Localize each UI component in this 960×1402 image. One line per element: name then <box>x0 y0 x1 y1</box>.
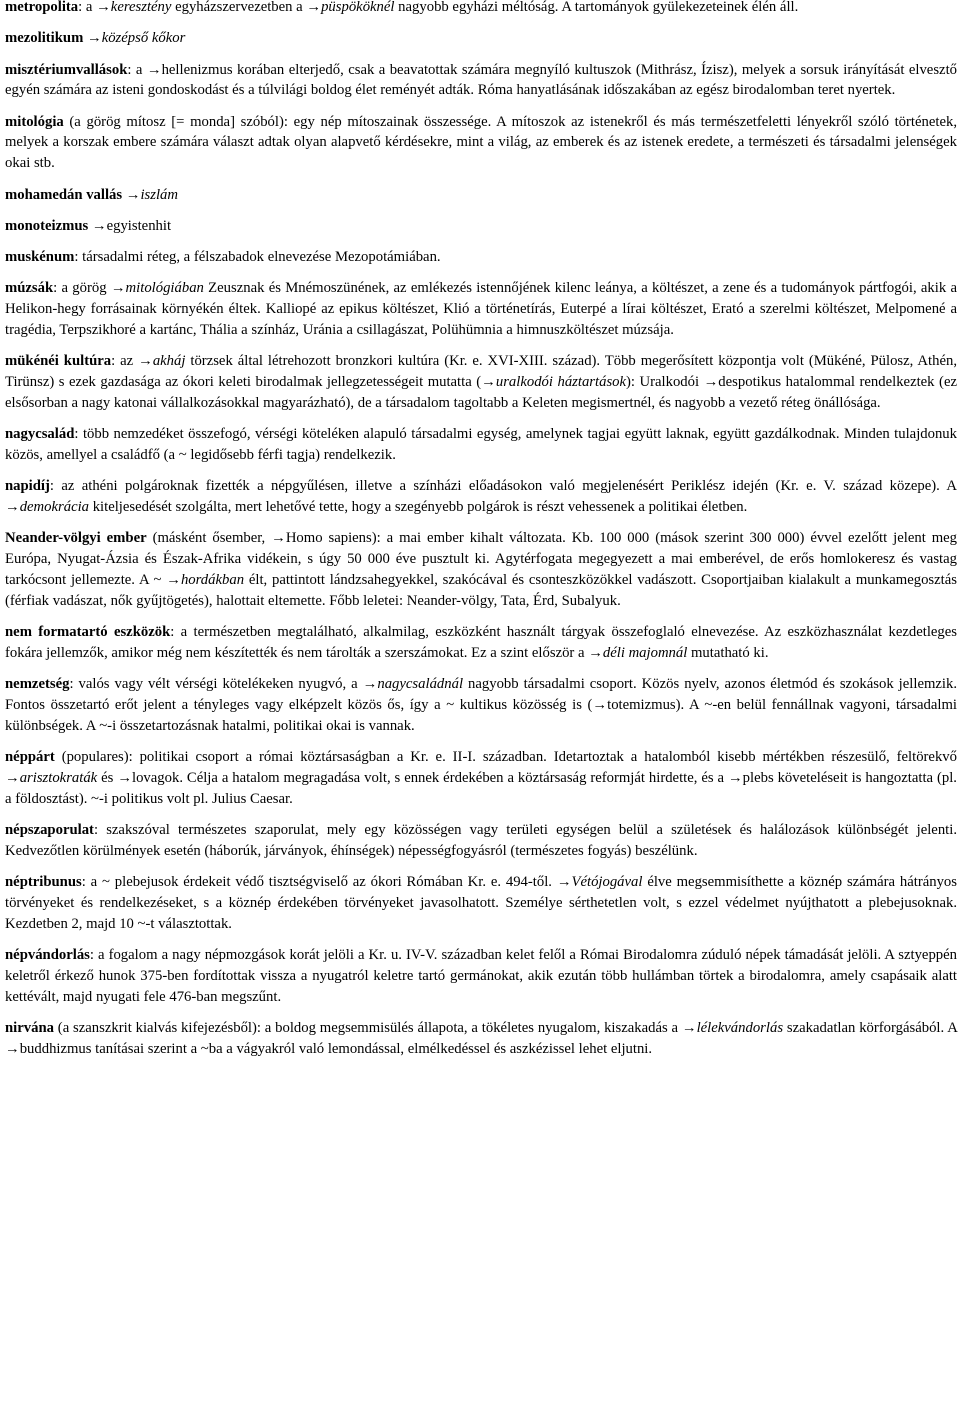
glossary-entry-metropolita <box>5 0 957 18</box>
entry-text: törzsek által létrehozott bronzkori kultúra (Kr. e. XVI-XIII. század). Több megerősített központja volt (Mükéné, Pülosz, Athén, Tirünsz) s ezek gazdasága az ókori keleti birodalmak jellegzetességeit mutatta ( <box>5 353 957 391</box>
entry-text: : a <box>127 61 147 78</box>
entry-text: (a szanszkrit kialvás kifejezésből): a boldog megsemmisülés állapota, a tökéletes nyugalom, kiszakadás a <box>53 1019 682 1036</box>
entry-text: : a <box>78 0 97 15</box>
entry-term: néppárt <box>5 749 55 766</box>
see-also-arrow-icon: → <box>588 644 603 661</box>
cross-reference: püspököknél <box>321 0 395 15</box>
glossary-entry-nepvandorlas <box>5 945 957 1007</box>
entry-text: élt, pattintott lándzsahegyekkel, szakócával és csonteszközökkel vadászott. Csoportjaiban kialakult a munkamegosztás (férfiak vadászat, nők gyűjtögetés), halottait eltemette. Főbb leletei: Neander-völgy, Tata, Érd, Subalyuk. <box>5 572 957 609</box>
glossary-entry-neander-volgyi-ember <box>5 528 957 611</box>
entry-text: nagyobb társadalmi csoport. Közös nyelv, azonos életmód és szokások jellemzik. Fontos összetartó erőt jelent a tényleges vagy elképzelt közös ős, így a ~ kultikus közösség is ( <box>5 676 957 714</box>
cross-reference: középső kőkor <box>101 30 186 47</box>
entry-text: szakadatlan körforgásából. A <box>783 1019 957 1036</box>
entry-text: despotikus hatalommal rendelkeztek (ez elsősorban a nagy katonai vállalkozásokkal magyarázható), de a társadalom tagoltabb a Keleten megismertnél, és nagyobb a vezető réteg önállósága. <box>5 374 957 411</box>
entry-term: népvándorlás <box>5 946 90 963</box>
glossary-entry-mukenei-kultura <box>5 351 957 413</box>
glossary-entry-neppart <box>5 747 957 809</box>
entry-term: metropolita <box>5 0 79 15</box>
entry-term: népszaporulat <box>5 822 94 838</box>
see-also-arrow-icon: → <box>125 186 141 203</box>
see-also-arrow-icon: → <box>681 1019 697 1036</box>
entry-text: és <box>97 769 118 786</box>
cross-reference: keresztény <box>110 0 172 15</box>
entry-term: Neander-völgyi ember <box>5 530 147 547</box>
entry-term: mohamedán vallás <box>5 186 123 203</box>
entry-text: Homo sapiens): a mai ember kihalt változata. Kb. 100 000 (mások szerint 300 000) évvel ezelőtt jelent meg Európa, Nyugat-Ázsia és Észak-Afrika vidékein, s úgy 50 000 éve pusztult ki. Agytérfogata megegyezett a mai emberével, de erős homlokeresz és vastag tarkócsont jellemezte. A ~ <box>5 530 957 589</box>
cross-reference: hordákban <box>180 572 245 589</box>
entry-text: lovagok. Célja a hatalom megragadása volt, s ennek érdekében a köztársaság reformját hirdette, és a <box>132 769 728 786</box>
cross-reference: nagycsaládnál <box>377 676 464 693</box>
entry-text: élve megsemmisíthette a köznép számára hátrányos törvényeket és rendelkezéseket, s a köznép érdekében törvényeket javasolhatott. Személye sérthetetlen volt, s ezzel védelmet nyújthatott a plebejusoknak. Kezdetben 2, majd 10 ~-t választottak. <box>5 874 957 932</box>
entry-text: egyistenhit <box>106 217 172 234</box>
entry-term: múzsák <box>5 280 54 297</box>
entry-text: (populares): politikai csoport a római köztársaságban a Kr. e. II-I. században. Idetartoztak a hatalomból kisebb mértékben részesülő, feltörekvő <box>54 749 957 766</box>
see-also-arrow-icon: → <box>592 697 608 714</box>
entry-text: : társadalmi réteg, a félszabadok elnevezése Mezopotámiában. <box>74 249 441 266</box>
cross-reference: mitológiában <box>125 280 204 297</box>
glossary-entry-nemzetseg <box>5 674 957 736</box>
entry-term: napidíj <box>5 478 50 495</box>
see-also-arrow-icon: → <box>5 769 20 786</box>
see-also-arrow-icon: → <box>703 374 719 391</box>
see-also-arrow-icon: → <box>727 769 743 786</box>
glossary-entry-muskenum <box>5 247 957 268</box>
cross-reference: demokrácia <box>19 499 90 516</box>
see-also-arrow-icon: → <box>362 676 378 693</box>
see-also-arrow-icon: → <box>91 217 107 234</box>
see-also-arrow-icon: → <box>481 374 496 391</box>
glossary-entry-napidij <box>5 476 957 518</box>
see-also-arrow-icon: → <box>138 353 153 370</box>
entry-term: mezolitikum <box>5 30 84 47</box>
entry-text: nagyobb egyházi méltóság. A tartományok gyülekezeteinek élén áll. <box>394 0 799 15</box>
entry-term: muskénum <box>5 249 75 266</box>
entry-text: (másként ősember, <box>146 530 272 547</box>
see-also-arrow-icon: → <box>146 61 162 78</box>
entry-text: : több nemzedéket összefogó, vérségi köteléken alapuló társadalmi egység, amelynek tagjai együtt laknak, együtt gazdálkodnak. Minden tulajdonuk közös, amellyel a családfő (a ~ legidősebb férfi tagja) rendelkezik. <box>5 426 957 464</box>
see-also-arrow-icon: → <box>117 769 132 786</box>
cross-reference: arisztokraták <box>19 769 98 786</box>
entry-text: : az athéni polgároknak fizették a népgyűlésen, illetve a színházi előadásokon való megjelenésért Periklész idején (Kr. e. V. század közepe). A <box>49 478 957 495</box>
see-also-arrow-icon: → <box>87 30 102 47</box>
cross-reference: Vétójogával <box>571 874 643 891</box>
entry-text: ): Uralkodói <box>626 374 704 391</box>
cross-reference: uralkodói háztartások <box>495 374 627 391</box>
entry-text: totemizmus). A ~-en belül fennállnak vagyoni, társadalmi különbségek. A ~-i összetartozásnak hatalmi, politikai okai is vannak. <box>5 697 958 734</box>
entry-text: buddhizmus tanításai szerint a ~ba a vágyakról való lemondással, elmélkedéssel és aszkézissel lehet eljutni. <box>19 1040 653 1057</box>
entry-term: monoteizmus <box>5 217 89 234</box>
entry-text: kiteljesedését szolgálta, mert lehetővé tette, hogy a szegényebb polgárok is részt vehessenek a politikai életben. <box>89 499 748 516</box>
entry-text: Zeusznak és Mnémoszünének, az emlékezés istennőjének kilenc leánya, a költészet, a zene és a tudományok pártfogói, akik a Helikon-hegy forrásainak környékén éltek. Kalliopé az epikus költészet, Klió a történetírás, Euterpé a lírai költészet, Erató a szerelmi költészet, Melpomené a tragédia, Terpszikhoré a kartánc, Thália a színház, Uránia a csillagászat, Polühümnia a himnuszköltészet múzsája. <box>5 280 957 339</box>
glossary-entry-nepszaporulat <box>5 820 957 862</box>
see-also-arrow-icon: → <box>110 280 126 297</box>
entry-term: nemzetség <box>5 676 70 693</box>
see-also-arrow-icon: → <box>271 530 286 547</box>
cross-reference: akháj <box>152 353 186 370</box>
see-also-arrow-icon: → <box>5 1040 20 1057</box>
entry-text: plebs követeléseit is hangoztatta (pl. a földosztást). ~-i politikus volt pl. Julius Caesar. <box>5 769 957 807</box>
glossary-entry-monoteizmus <box>5 216 957 237</box>
glossary-entry-miszteriumvallasok <box>5 60 957 102</box>
entry-text: : az <box>111 353 139 370</box>
entry-text: egyházszervezetben a <box>171 0 307 15</box>
glossary-entry-muzsak <box>5 278 957 340</box>
cross-reference: lélekvándorlás <box>696 1019 784 1036</box>
glossary-entry-nirvana <box>5 1018 957 1060</box>
entry-text: : a fogalom a nagy népmozgások korát jelöli a Kr. u. IV-V. században kelet felől a Római Birodalomra zúduló népek támadását jelöli. A sztyeppén keletről érkező hunok 375-ben fordítottak vissza a nyugatról keletre tartó germánokat, akik ezután több hullámban törtek a birodalomra, amely csapásaik alatt kettévált, majd nyugati fele 476-ban megszűnt. <box>5 946 957 1005</box>
see-also-arrow-icon: → <box>5 499 20 516</box>
entry-text: : szakszóval természetes szaporulat, mely egy közösségen vagy területi egységen belül a születések és halálozások különbségét jelenti. Kedvezőtlen körülmények esetén (háborúk, járványok, éhínségek) népességfogyásról (természetes fogyás) beszélünk. <box>5 822 957 859</box>
entry-term: nem formatartó eszközök <box>5 624 171 641</box>
glossary-entry-mezolitikum <box>5 28 957 49</box>
cross-reference: déli majomnál <box>602 644 688 661</box>
entry-text: mutatható ki. <box>687 644 769 661</box>
entry-text: (a görög mítosz [= monda] szóból): egy nép mítoszainak összessége. A mítoszok az istenekről és más természetfeletti lényekről szóló történetek, melyek a korszak embere számára választ adtak olyan alapvető kérdésekre, mint a világ, az emberek és az istenek eredete, a természeti és társadalmi jelenségek okai stb. <box>5 113 957 172</box>
entry-text: : valós vagy vélt vérségi kötelékeken nyugvó, a <box>69 676 363 693</box>
entry-term: néptribunus <box>5 874 82 891</box>
entry-text: : a ~ plebejusok érdekeit védő tisztségviselő az ókori Rómában Kr. e. 494-től. <box>81 874 557 891</box>
glossary-entry-nagycsalad <box>5 424 957 466</box>
glossary-entry-neptribunus <box>5 872 957 934</box>
see-also-arrow-icon: → <box>556 874 572 891</box>
glossary-entry-nem-formatarto-eszkozok <box>5 622 957 664</box>
see-also-arrow-icon: → <box>166 572 181 589</box>
entry-text: : a természetben megtalálható, alkalmilag, eszközként használt tárgyak összefoglaló elnevezése. Az eszközhasználat kezdetleges fokára jellemzők, amikor még nem készítették és nem tárolták a szerszámokat. Ez a szint először a <box>5 624 957 661</box>
entry-term: misztériumvallások <box>5 61 128 78</box>
see-also-arrow-icon: → <box>96 0 111 15</box>
entry-term: nagycsalád <box>5 426 75 443</box>
entry-term: mitológia <box>5 113 64 130</box>
cross-reference: iszlám <box>140 186 179 203</box>
entry-term: mükénéi kultúra <box>5 353 112 370</box>
glossary-entry-mohamedan-vallas <box>5 185 957 206</box>
see-also-arrow-icon: → <box>306 0 322 15</box>
entry-text: : a görög <box>53 280 111 297</box>
entry-text: hellenizmus korában elterjedő, csak a beavatottak számára megnyíló kultuszok (Mithrász, Ízisz), melyek a sorsuk irányítását elvesztő egyén számára az isteni gondoskodást és a túlvilági boldog élet reményét adták. Róma hanyatlásának időszakában az egész birodalomban teret nyertek. <box>5 61 957 99</box>
entry-term: nirvána <box>5 1019 54 1036</box>
glossary-entry-mitologia <box>5 112 957 174</box>
